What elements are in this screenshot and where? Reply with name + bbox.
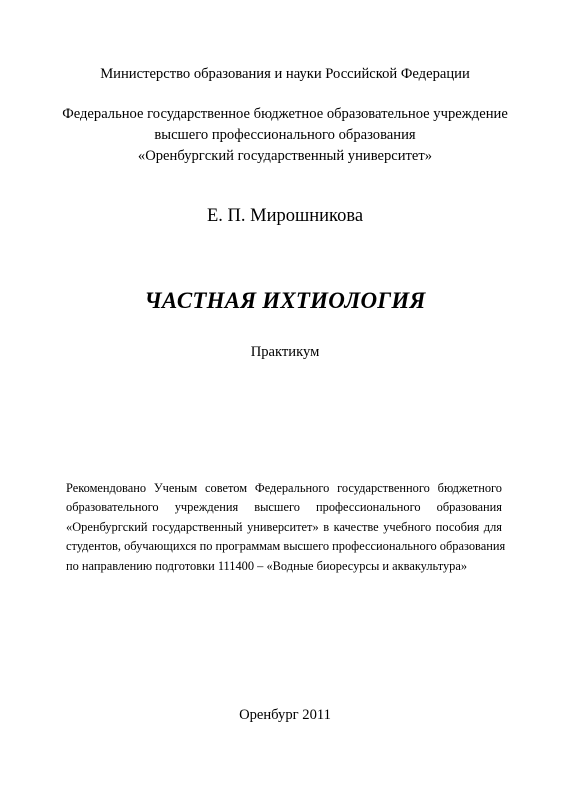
recommendation-line-4: студентов, обучающихся по программам высшего профессионального образования	[66, 539, 506, 554]
institution-line-2: высшего профессионального образования	[154, 127, 416, 143]
institution-line-3: «Оренбургский государственный университет»	[137, 148, 433, 164]
city-year: Оренбург 2011	[239, 707, 331, 723]
institution-line-1: Федеральное государственное бюджетное образовательное учреждение	[62, 106, 508, 122]
recommendation-line-2: образовательного учреждения высшего профессионального образования	[66, 500, 502, 515]
ministry-line: Министерство образования и науки Российской Федерации	[100, 66, 470, 82]
recommendation-paragraph	[66, 479, 506, 576]
recommendation-line-1: Рекомендовано Ученым советом Федерального государственного бюджетного	[66, 481, 502, 495]
recommendation-line-3: «Оренбургский государственный университет» в качестве учебного пособия для	[66, 519, 502, 534]
author-name: Е. П. Мирошникова	[206, 206, 364, 226]
document-subtitle: Практикум	[250, 344, 320, 360]
recommendation-line-5: по направлению подготовки 111400 – «Водные биоресурсы и аквакультура»	[66, 558, 468, 573]
document-title: ЧАСТНАЯ ИХТИОЛОГИЯ	[144, 288, 426, 313]
